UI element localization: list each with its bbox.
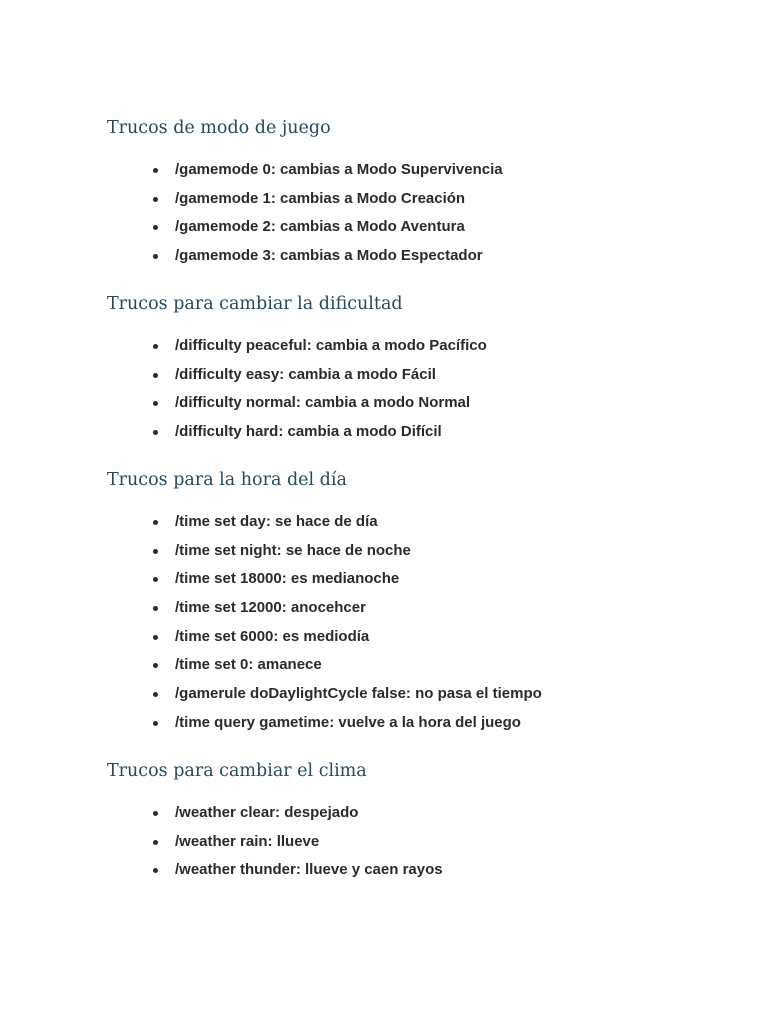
list-item (107, 685, 727, 714)
list-item-text: /time set 0: amanece (175, 656, 322, 674)
list-item (107, 423, 727, 452)
bullet-icon (153, 577, 158, 582)
bullet-icon (153, 721, 158, 726)
list-item-text: /gamemode 2: cambias a Modo Aventura (175, 218, 465, 236)
list-item-text: /gamemode 1: cambias a Modo Creación (175, 189, 466, 207)
list-item (107, 337, 727, 366)
list-item (107, 861, 727, 890)
bullet-icon (153, 373, 158, 378)
section-difficulty (107, 293, 727, 441)
bullet-icon (153, 549, 158, 554)
list-item-text: /difficulty normal: cambia a modo Normal (175, 394, 471, 412)
list-item-text: /difficulty easy: cambia a modo Fácil (175, 365, 436, 383)
list-item (107, 599, 727, 628)
list-item (107, 513, 727, 542)
bullet-icon (153, 663, 158, 668)
bullet-icon (153, 635, 158, 640)
list-item-text: /difficulty peaceful: cambia a modo Pacífico (175, 337, 487, 354)
list-item-text: /time set 18000: es medianoche (175, 570, 400, 588)
cheat-list (107, 804, 727, 890)
list-item-text: /time set night: se hace de noche (175, 541, 411, 559)
list-item (107, 656, 727, 685)
list-item (107, 190, 727, 219)
section-heading: Trucos para cambiar el clima (107, 761, 367, 781)
bullet-icon (153, 168, 158, 173)
list-item-text: /gamemode 0: cambias a Modo Supervivencia (175, 161, 503, 178)
section-time (107, 469, 727, 731)
section-gamemode (107, 117, 727, 265)
section-heading: Trucos de modo de juego (107, 118, 331, 138)
list-item-text: /weather rain: llueve (175, 832, 320, 850)
list-item (107, 394, 727, 423)
bullet-icon (153, 344, 158, 349)
bullet-icon (153, 401, 158, 406)
bullet-icon (153, 868, 158, 873)
list-item-text: /time query gametime: vuelve a la hora del juego (175, 713, 521, 731)
bullet-icon (153, 430, 158, 435)
section-weather (107, 760, 727, 879)
bullet-icon (153, 840, 158, 845)
list-item (107, 714, 727, 743)
section-heading: Trucos para cambiar la dificultad (107, 294, 403, 314)
list-item-text: /time set 12000: anocehcer (175, 599, 366, 617)
list-item (107, 628, 727, 657)
bullet-icon (153, 520, 158, 525)
list-item (107, 570, 727, 599)
list-item-text: /gamemode 3: cambias a Modo Espectador (175, 247, 483, 265)
list-item (107, 804, 727, 833)
list-item (107, 542, 727, 571)
bullet-icon (153, 811, 158, 816)
cheat-list (107, 513, 727, 743)
list-item (107, 366, 727, 395)
cheat-list (107, 337, 727, 452)
list-item-text: /weather thunder: llueve y caen rayos (175, 861, 443, 879)
bullet-icon (153, 225, 158, 230)
list-item-text: /weather clear: despejado (175, 804, 359, 821)
list-item-text: /gamerule doDaylightCycle false: no pasa el tiempo (175, 685, 542, 703)
list-item (107, 218, 727, 247)
list-item-text: /difficulty hard: cambia a modo Difícil (175, 423, 442, 441)
section-heading: Trucos para la hora del día (107, 470, 347, 490)
cheat-list (107, 161, 727, 276)
list-item (107, 247, 727, 276)
list-item (107, 833, 727, 862)
list-item-text: /time set day: se hace de día (175, 513, 378, 530)
list-item (107, 161, 727, 190)
bullet-icon (153, 606, 158, 611)
bullet-icon (153, 692, 158, 697)
list-item-text: /time set 6000: es mediodía (175, 627, 370, 645)
bullet-icon (153, 197, 158, 202)
bullet-icon (153, 254, 158, 259)
